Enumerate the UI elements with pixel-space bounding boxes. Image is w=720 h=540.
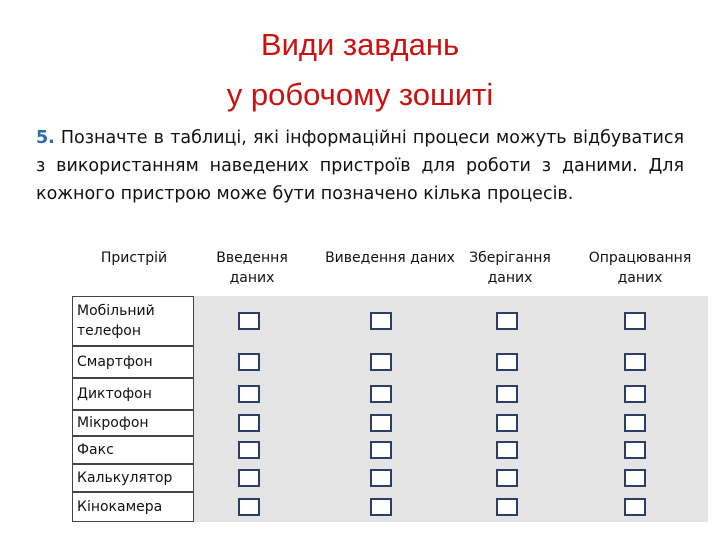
process-checkbox[interactable] [624,469,646,487]
header-processing: Опрацювання даних [588,250,692,286]
process-checkbox[interactable] [370,385,392,403]
task-text [36,124,684,208]
device-cell [72,492,194,522]
process-checkbox[interactable] [624,385,646,403]
device-label: Мікрофон [77,415,149,431]
header-storage: Зберігання даних [469,250,551,286]
process-checkbox[interactable] [370,353,392,371]
device-cell [72,378,194,410]
device-cell [72,436,194,464]
process-checkbox[interactable] [238,414,260,432]
process-checkbox[interactable] [370,414,392,432]
device-label: Мобільний телефон [77,303,155,339]
process-checkbox[interactable] [238,498,260,516]
header-input: Введення даних [216,250,288,286]
task-number: 5. [36,128,55,148]
process-checkbox[interactable] [496,469,518,487]
process-checkbox[interactable] [496,498,518,516]
device-cell [72,346,194,378]
process-checkbox[interactable] [370,469,392,487]
table-row [72,492,708,522]
process-checkbox[interactable] [624,498,646,516]
process-checkbox[interactable] [496,441,518,459]
device-label: Калькулятор [77,470,173,486]
process-checkbox[interactable] [496,353,518,371]
table-row [72,410,708,436]
process-checkbox[interactable] [238,441,260,459]
process-checkbox[interactable] [624,312,646,330]
device-cell [72,296,194,346]
process-checkbox[interactable] [370,312,392,330]
process-checkbox[interactable] [496,414,518,432]
process-checkbox[interactable] [496,312,518,330]
process-checkbox[interactable] [370,441,392,459]
table-row [72,464,708,492]
device-cell [72,410,194,436]
process-checkbox[interactable] [624,414,646,432]
device-label: Смартфон [77,354,153,370]
table-row [72,436,708,464]
table-row [72,296,708,346]
task-body: Позначте в таблиці, які інформаційні процеси можуть відбуватися з використанням наведених пристроїв для роботи з даними. Для кожного пристрою може бути позначено кілька процесів. [36,128,684,204]
process-checkbox[interactable] [238,469,260,487]
device-label: Диктофон [77,386,152,402]
header-output: Виведення даних [325,250,455,266]
process-checkbox[interactable] [496,385,518,403]
table-row [72,346,708,378]
process-checkbox[interactable] [624,441,646,459]
process-table [72,296,708,522]
process-checkbox[interactable] [238,312,260,330]
table-row [72,378,708,410]
process-checkbox[interactable] [370,498,392,516]
device-cell [72,464,194,492]
device-label: Факс [77,442,114,458]
title-line-1: Види завдань [260,27,460,62]
process-checkbox[interactable] [238,385,260,403]
header-device: Пристрій [100,250,168,266]
process-checkbox[interactable] [238,353,260,371]
title-line-2: у робочому зошиті [226,77,494,112]
device-label: Кінокамера [77,499,163,515]
process-checkbox[interactable] [624,353,646,371]
